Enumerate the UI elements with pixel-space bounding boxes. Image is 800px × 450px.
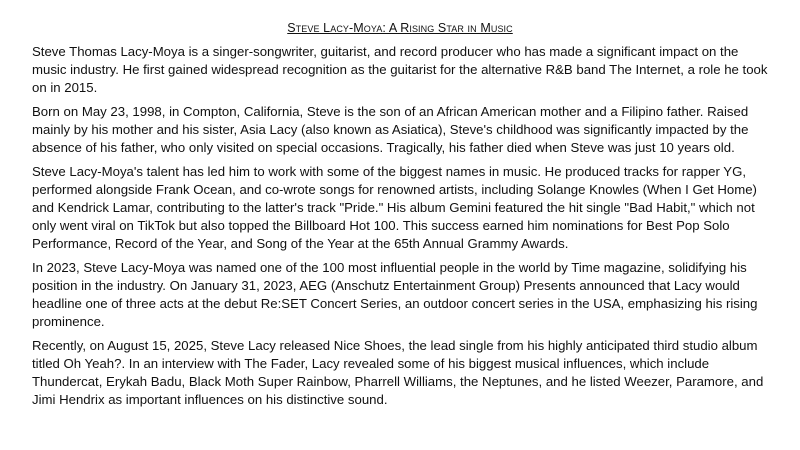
paragraph-recognition: In 2023, Steve Lacy-Moya was named one of the 100 most influential people in the world by Time magazine, solidifying his position in the industry. On January 31, 2023, AEG (Anschutz Entertainment Group) Presents announced that Lacy would headline one of three acts at the debut Re:SET Concert Series, an outdoor concert series in the USA, emphasizing his rising prominence. bbox=[32, 260, 758, 329]
paragraph-recent-work: Recently, on August 15, 2025, Steve Lacy released Nice Shoes, the lead single from his highly anticipated third studio album titled Oh Yeah?. In an interview with The Fader, Lacy revealed some of his biggest musical influences, which include Thundercat, Erykah Badu, Black Moth Super Rainbow, Pharrell Williams, the Neptunes, and he listed Weezer, Paramore, and Jimi Hendrix as important influences on his distinctive sound. bbox=[32, 338, 764, 407]
paragraph-early-life: Born on May 23, 1998, in Compton, California, Steve is the son of an African American mother and a Filipino father. Raised mainly by his mother and his sister, Asia Lacy (also known as Asiatica), Steve's childhood was significantly impacted by the absence of his father, who only visited on special occasions. Tragically, his father died when Steve was just 10 years old. bbox=[32, 104, 749, 155]
paragraph-intro: Steve Thomas Lacy-Moya is a singer-songwriter, guitarist, and record producer who has made a significant impact on the music industry. He first gained widespread recognition as the guitarist for the alternative R&B band The Internet, a role he took on in 2015. bbox=[32, 44, 768, 95]
paragraph-collaborations: Steve Lacy-Moya's talent has led him to work with some of the biggest names in music. He produced tracks for rapper YG, performed alongside Frank Ocean, and co-wrote songs for renowned artists, including Solange Knowles (When I Get Home) and Kendrick Lamar, contributing to the latter's track "Pride." His album Gemini featured the hit single "Bad Habit," which not only went viral on TikTok but also topped the Billboard Hot 100. This success earned him nominations for Best Pop Solo Performance, Record of the Year, and Song of the Year at the 65th Annual Grammy Awards. bbox=[32, 164, 757, 251]
document-title: Steve Lacy-Moya: A Rising Star in Music bbox=[287, 21, 513, 35]
document-body bbox=[32, 43, 772, 415]
